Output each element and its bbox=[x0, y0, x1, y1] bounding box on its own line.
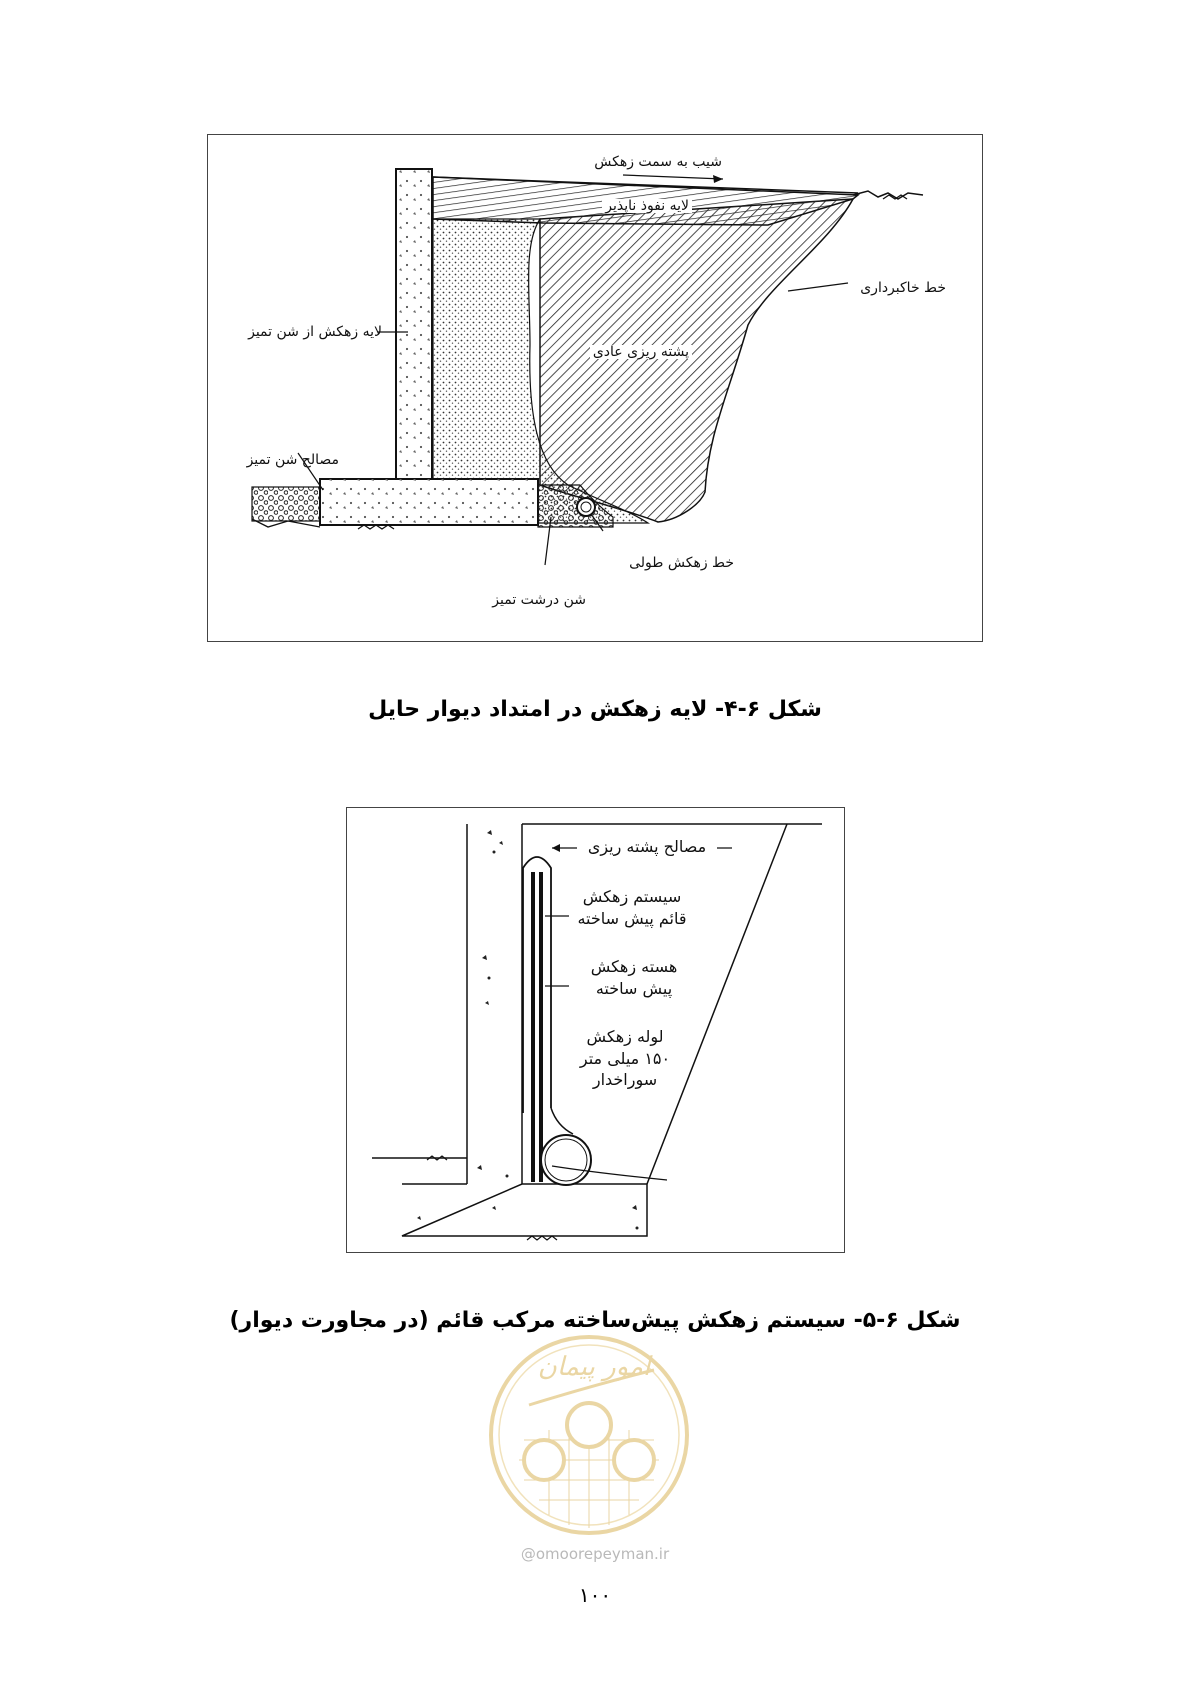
watermark-logo-text: امور پیمان bbox=[537, 1352, 651, 1382]
page-number: ۱۰۰ bbox=[578, 1583, 612, 1607]
label-ordinary-backfill: پشته ریزی عادی bbox=[590, 345, 692, 359]
ordinary-backfill-area bbox=[540, 199, 853, 522]
figure-1-drawing bbox=[208, 135, 984, 643]
label-longitudinal-drain-line: خط زهکش طولی bbox=[629, 555, 734, 571]
label-perforated-drain-pipe: لوله زهکش ۱۵۰ میلی متر سوراخدار bbox=[579, 1027, 671, 1090]
label-prefab-drain-core: هسته زهکش پیش ساخته bbox=[590, 957, 678, 998]
figure-2-prefab-vertical-drain bbox=[346, 807, 845, 1253]
label-impermeable-layer: لایه نفوذ ناپذیر bbox=[602, 199, 692, 213]
wall-footing bbox=[402, 1184, 647, 1236]
label-slope-to-drain: شیب به سمت زهکش bbox=[594, 154, 722, 170]
watermark-url: @omoorepeyman.ir bbox=[520, 1545, 670, 1563]
label-clean-gravel-material: مصالح شن تمیز bbox=[246, 452, 339, 468]
backfill-slope-line bbox=[647, 824, 787, 1184]
label-clean-gravel-drain-layer: لایه زهکش از شن تمیز bbox=[248, 324, 382, 340]
figure-1-retaining-wall-drain-layer bbox=[207, 134, 983, 642]
watermark-logo bbox=[484, 1330, 694, 1540]
figure-2-caption: شکل ۶-۵- سیستم زهکش پیش‌ساخته مرکب قائم (در مجاورت دیوار) bbox=[229, 1308, 961, 1333]
label-backfill-material: مصالح پشته ریزی bbox=[577, 836, 717, 858]
label-excavation-line: خط خاکبرداری bbox=[860, 280, 946, 296]
figure-1-caption: شکل ۶-۴- لایه زهکش در امتداد دیوار حایل bbox=[368, 697, 822, 722]
perforated-drain-pipe bbox=[541, 1135, 591, 1185]
label-clean-coarse-gravel: شن درشت تمیز bbox=[492, 592, 586, 608]
left-gravel-pad bbox=[252, 487, 320, 521]
longitudinal-drain-pipe bbox=[577, 498, 595, 516]
label-prefab-vertical-drain-system: سیستم زهکش قائم پیش ساخته bbox=[577, 887, 687, 928]
